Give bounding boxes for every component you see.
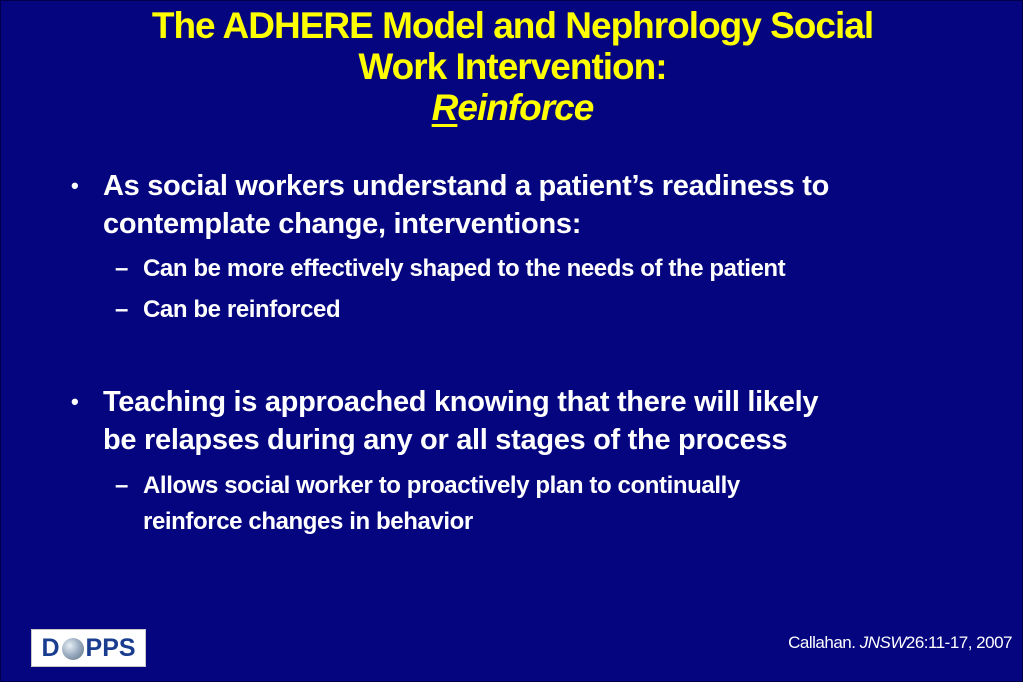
title-line-2: Work Intervention:: [358, 46, 667, 87]
sub-bullet-line: reinforce changes in behavior: [143, 508, 473, 535]
sub-bullet-item: [115, 251, 975, 287]
title-line-1: The ADHERE Model and Nephrology Social: [151, 5, 874, 46]
bullet-line: As social workers understand a patient’s readiness to: [103, 170, 829, 202]
citation-author: Callahan.: [788, 633, 856, 652]
citation-journal: JNSW: [859, 633, 906, 652]
dash-icon: –: [115, 472, 128, 499]
logo-text-right: PPS: [85, 633, 136, 662]
sub-bullet-text: [115, 468, 975, 540]
sub-bullet-line: Allows social worker to proactively plan to continually: [143, 472, 740, 499]
title-accent: [1, 87, 1023, 128]
title-accent-rest: einforce: [457, 87, 594, 128]
bullet-line: be relapses during any or all stages of the process: [103, 424, 788, 456]
bullet-icon: •: [71, 173, 79, 198]
bullet-item: [71, 167, 971, 243]
dopps-logo: [31, 629, 146, 667]
title-accent-initial: R: [431, 87, 458, 128]
bullet-item: [71, 383, 971, 459]
sub-bullet-item: [115, 292, 975, 328]
bullet-icon: •: [71, 389, 79, 414]
bullet-text: [71, 167, 971, 243]
sub-bullet-text: Can be reinforced: [143, 296, 341, 323]
dash-icon: –: [115, 296, 128, 323]
citation: [788, 633, 1012, 653]
bullet-line: Teaching is approached knowing that there will likely: [103, 386, 819, 418]
dash-icon: –: [115, 255, 128, 282]
globe-icon: [62, 638, 84, 660]
citation-details: 26:11-17, 2007: [905, 633, 1012, 652]
bullet-line: contemplate change, interventions:: [103, 208, 582, 240]
logo-text-left: D: [41, 633, 60, 662]
sub-bullet-item: [115, 468, 975, 540]
slide-title: [1, 5, 1023, 128]
sub-bullet-text: Can be more effectively shaped to the needs of the patient: [143, 255, 786, 282]
bullet-text: [71, 383, 971, 459]
